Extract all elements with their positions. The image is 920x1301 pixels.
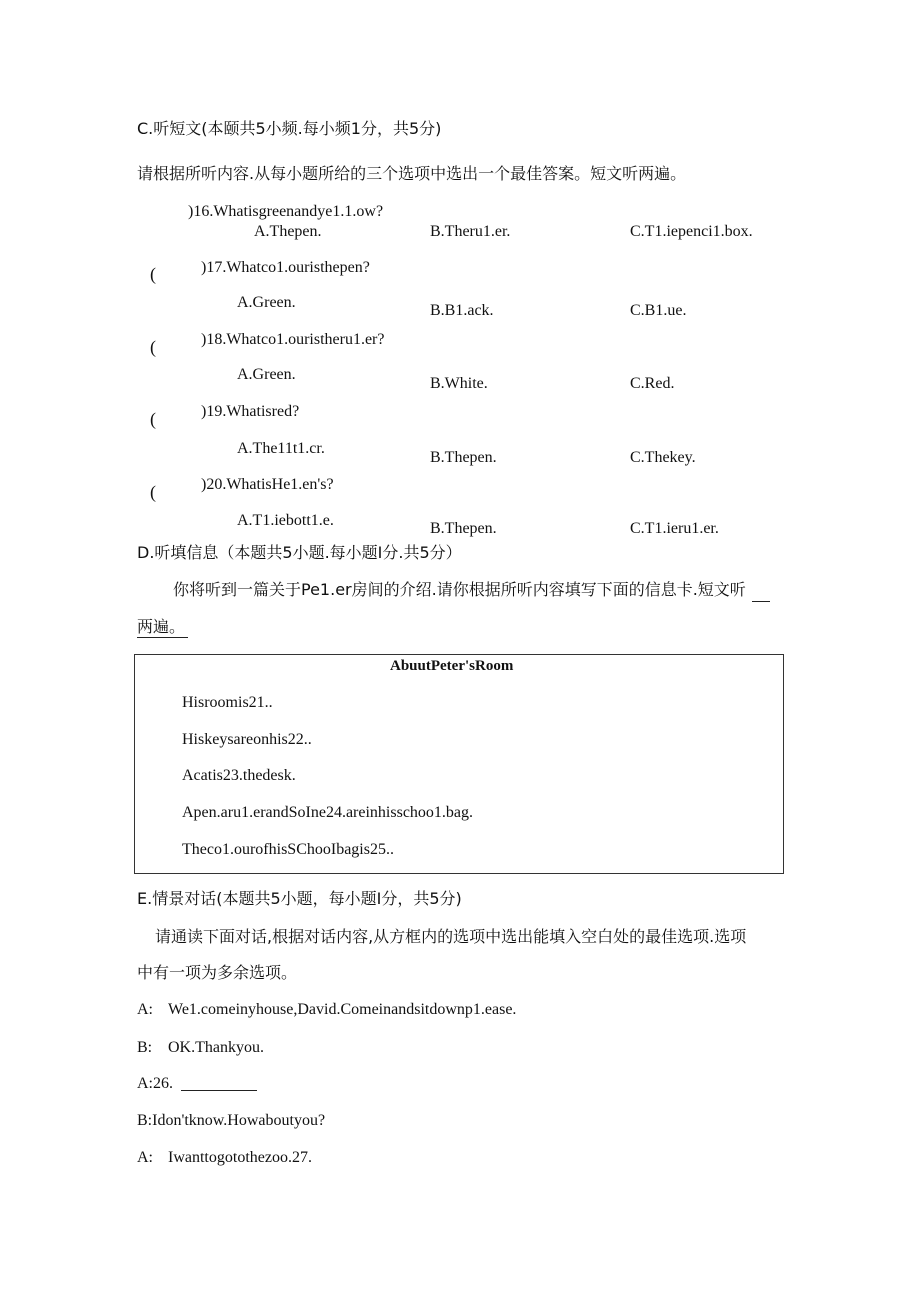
info-card-line-23[interactable]: Acatis23.thedesk. xyxy=(182,767,296,784)
dialogue-line-4: B:Idon'tknow.Howaboutyou? xyxy=(137,1112,326,1129)
question-18-stem: )18.Whatco1.ouristheru1.er? xyxy=(201,331,385,348)
question-20-stem: )20.WhatisHe1.en's? xyxy=(201,476,334,493)
question-17-option-c: C.B1.ue. xyxy=(630,302,687,319)
dialogue-line-26: A:26. xyxy=(137,1075,173,1092)
question-19-option-c: C.Thekey. xyxy=(630,449,696,466)
section-d-heading: D.听填信息（本题共5小题.每小题I分.共5分） xyxy=(137,543,462,562)
dialogue-line-27: Iwanttogotothezoo.27. xyxy=(168,1149,312,1166)
question-18-answer-paren[interactable]: ( xyxy=(150,337,156,357)
dialogue-speaker-a-1: A: xyxy=(137,1001,153,1018)
section-d-instruction-line1: 你将听到一篇关于Pe1.er房间的介绍.请你根据所听内容填写下面的信息卡.短文听 xyxy=(173,580,746,599)
question-20-option-c: C.T1.ieru1.er. xyxy=(630,520,719,537)
question-17-answer-paren[interactable]: ( xyxy=(150,264,156,284)
question-18-option-b: B.White. xyxy=(430,375,488,392)
question-17-stem: )17.Whatco1.ouristhepen? xyxy=(201,259,370,276)
instruction-underline xyxy=(137,637,188,638)
question-19-option-b: B.Thepen. xyxy=(430,449,497,466)
dialogue-line-2: OK.Thankyou. xyxy=(168,1039,264,1056)
question-17-option-b: B.B1.ack. xyxy=(430,302,494,319)
instruction-underline-2 xyxy=(752,601,770,602)
dialogue-speaker-b-1: B: xyxy=(137,1039,153,1056)
info-card-line-25[interactable]: Theco1.ourofhisSChooIbagis25.. xyxy=(182,841,394,858)
question-18-option-a: A.Green. xyxy=(237,366,296,383)
section-e-heading: E.情景对话(本题共5小题，每小题I分，共5分) xyxy=(137,889,462,908)
info-card-line-21[interactable]: Hisroomis21.. xyxy=(182,694,273,711)
section-c-heading: C.听短文(本颐共5小频.每小频1分，共5分) xyxy=(137,119,442,138)
info-card-title: AbuutPeter'sRoom xyxy=(390,658,514,674)
section-c-instruction: 请根据所听内容.从每小题所给的三个选项中选出一个最佳答案。短文听两遍。 xyxy=(137,164,687,183)
answer-blank-26[interactable] xyxy=(181,1090,257,1091)
dialogue-speaker-a-3: A: xyxy=(137,1149,153,1166)
question-19-stem: )19.Whatisred? xyxy=(201,403,300,420)
dialogue-line-1: We1.comeinyhouse,David.Comeinandsitdownp1.ease. xyxy=(168,1001,517,1018)
question-16-stem: )16.Whatisgreenandye1.1.ow? xyxy=(188,203,384,220)
question-16-option-a: A.Thepen. xyxy=(254,223,322,240)
question-17-option-a: A.Green. xyxy=(237,294,296,311)
info-card-line-22[interactable]: Hiskeysareonhis22.. xyxy=(182,731,312,748)
question-20-answer-paren[interactable]: ( xyxy=(150,482,156,502)
peter-room-info-card xyxy=(134,654,784,874)
question-19-option-a: A.The11t1.cr. xyxy=(237,440,325,457)
section-d-instruction-line2: 两遍。 xyxy=(137,617,186,636)
question-18-option-c: C.Red. xyxy=(630,375,675,392)
question-19-answer-paren[interactable]: ( xyxy=(150,409,156,429)
question-16-option-b: B.Theru1.er. xyxy=(430,223,511,240)
info-card-line-24[interactable]: Apen.aru1.erandSoIne24.areinhisschoo1.bag. xyxy=(182,804,474,821)
section-e-instruction-line1: 请通读下面对话,根据对话内容,从方框内的选项中选出能填入空白处的最佳选项.选项 xyxy=(155,927,747,946)
question-20-option-a: A.T1.iebott1.e. xyxy=(237,512,334,529)
section-e-instruction-line2: 中有一项为多余选项。 xyxy=(137,963,298,982)
question-16-option-c: C.T1.iepenci1.box. xyxy=(630,223,753,240)
question-20-option-b: B.Thepen. xyxy=(430,520,497,537)
